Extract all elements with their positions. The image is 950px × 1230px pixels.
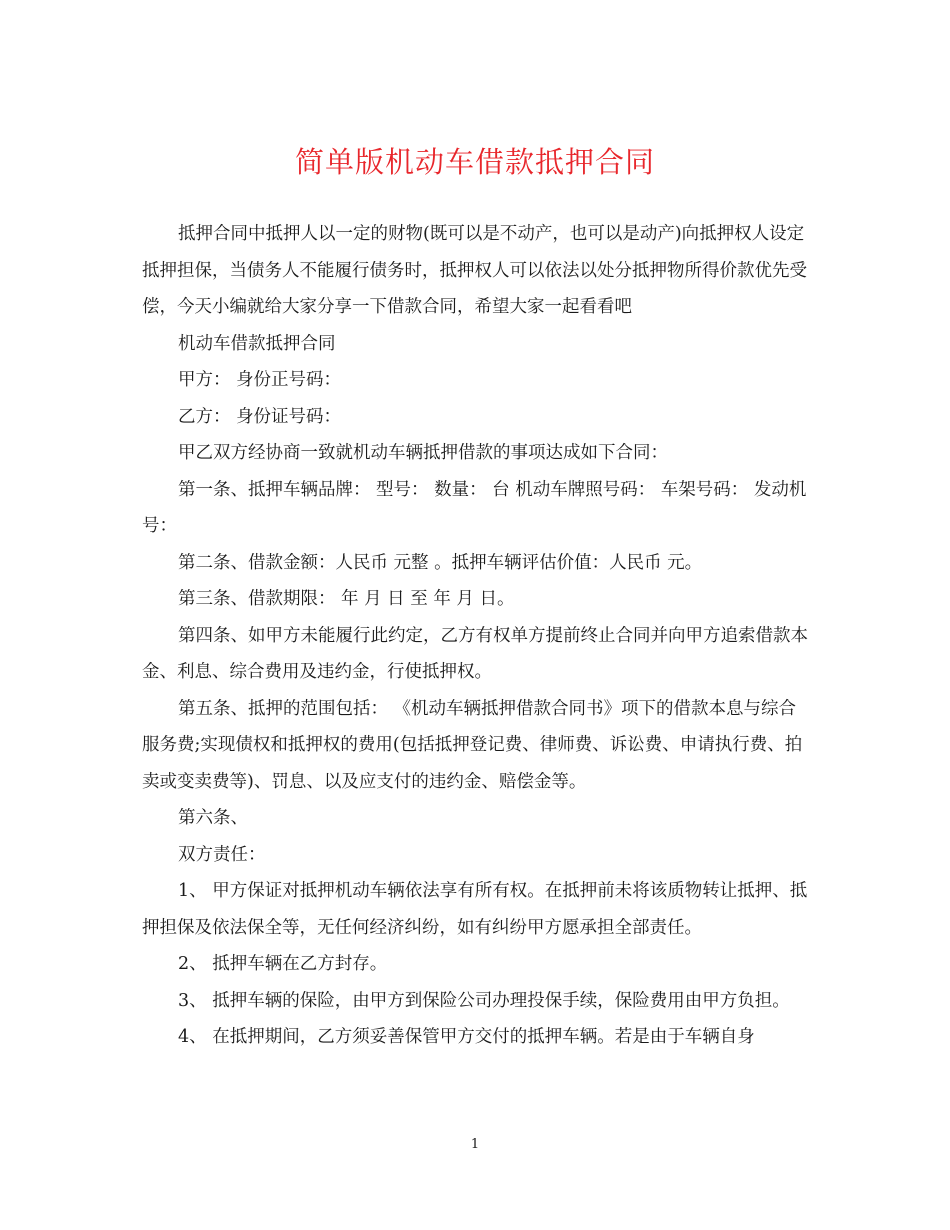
intro-paragraph: 抵押合同中抵押人以一定的财物(既可以是不动产，也可以是动产)向抵押权人设定抵押担保，当债务人不能履行债务时，抵押权人可以依法以处分抵押物所得价款优先受偿，今天小编就给大家分享一下借款合同，希望大家一起看看吧 bbox=[142, 224, 807, 317]
responsibility-item-3: 3、 抵押车辆的保险，由甲方到保险公司办理投保手续，保险费用由甲方负担。 bbox=[178, 990, 790, 1011]
responsibility-item-4: 4、 在抵押期间，乙方须妥善保管甲方交付的抵押车辆。若是由于车辆自身 bbox=[178, 1027, 755, 1047]
party-a-line: 甲方： 身份正号码： bbox=[178, 370, 342, 390]
article-1: 第一条、抵押车辆品牌： 型号： 数量： 台 机动车牌照号码： 车架号码： 发动机号： bbox=[142, 479, 807, 536]
responsibility-item-1: 1、 甲方保证对抵押机动车辆依法享有所有权。在抵押前未将该质物转让抵押、抵押担保及依法保全等，无任何经济纠纷，如有纠纷甲方愿承担全部责任。 bbox=[142, 881, 808, 938]
contract-heading: 机动车借款抵押合同 bbox=[178, 333, 336, 354]
responsibilities-heading: 双方责任： bbox=[178, 844, 266, 865]
article-4: 第四条、如甲方未能履行此约定，乙方有权单方提前终止合同并向甲方追索借款本金、利息、综合费用及违约金，行使抵押权。 bbox=[142, 625, 808, 682]
article-2: 第二条、借款金额：人民币 元整 。抵押车辆评估价值：人民币 元。 bbox=[178, 552, 703, 573]
document-body bbox=[142, 216, 810, 1056]
document-title: 简单版机动车借款抵押合同 bbox=[294, 145, 655, 179]
article-5: 第五条、抵押的范围包括： 《机动车辆抵押借款合同书》项下的借款本息与综合服务费;实现债权和抵押权的费用(包括抵押登记费、律师费、诉讼费、申请执行费、拍卖或变卖费等)、罚息、以及应支付的违约金、赔偿金等。 bbox=[142, 698, 803, 792]
article-6: 第六条、 bbox=[178, 808, 248, 828]
page-number: 1 bbox=[470, 1137, 480, 1152]
party-b-line: 乙方： 身份证号码： bbox=[178, 406, 342, 427]
responsibility-item-2: 2、 抵押车辆在乙方封存。 bbox=[178, 954, 388, 974]
agreement-statement: 甲乙双方经协商一致就机动车辆抵押借款的事项达成如下合同： bbox=[178, 443, 668, 463]
article-3: 第三条、借款期限： 年 月 日 至 年 月 日。 bbox=[178, 589, 515, 609]
